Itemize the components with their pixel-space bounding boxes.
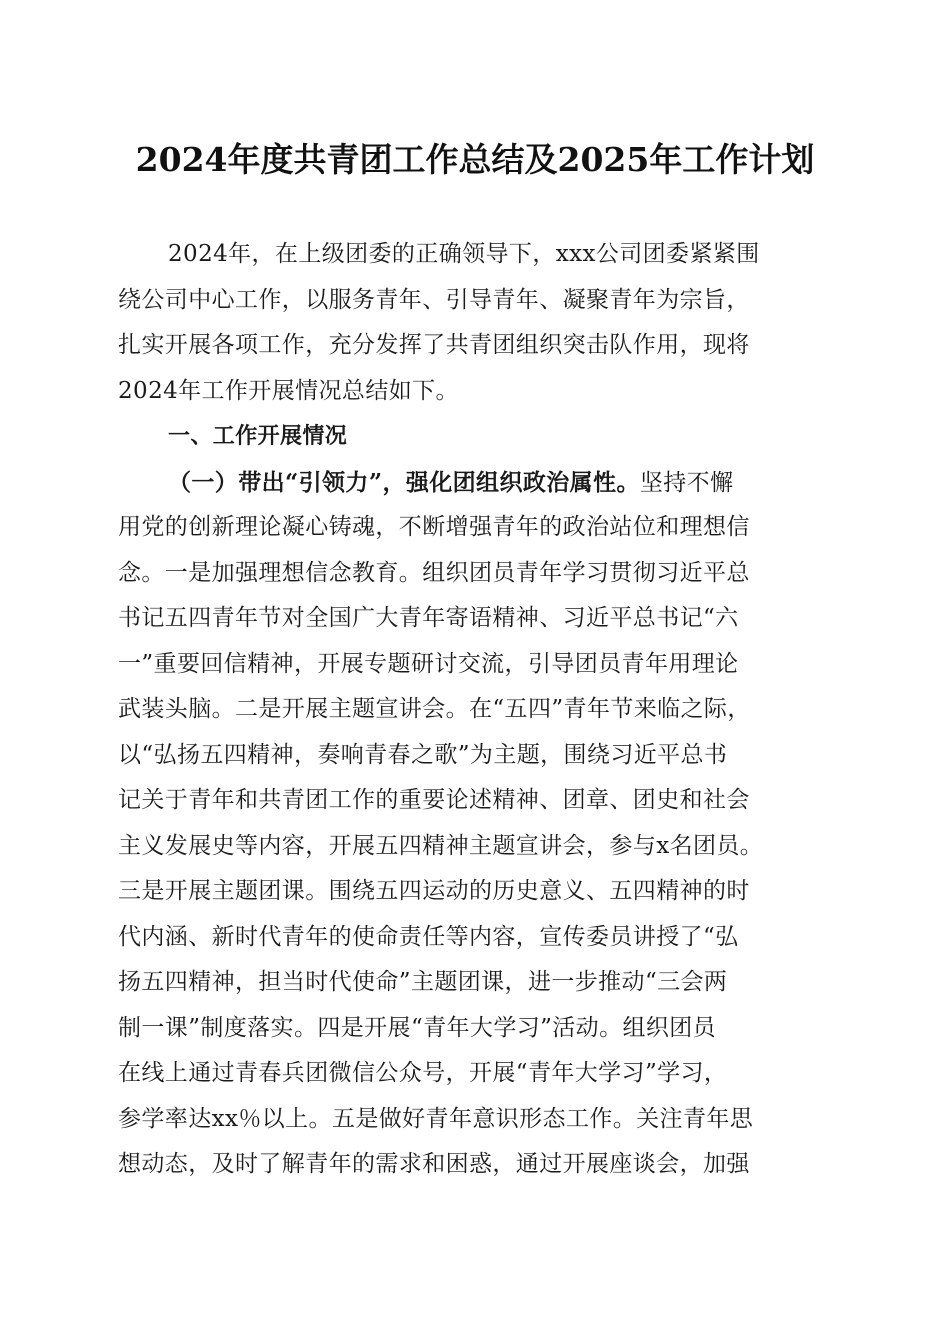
paragraph-line: 2024年，在上级团委的正确领导下，xxx公司团委紧紧围 xyxy=(168,241,760,267)
paragraph-line: 2024年工作开展情况总结如下。 xyxy=(118,377,459,404)
paragraph-line: 想动态，及时了解青年的需求和困惑，通过开展座谈会，加强 xyxy=(118,1151,750,1177)
paragraph-line: 念。一是加强理想信念教育。组织团员青年学习贯彻习近平总 xyxy=(118,559,750,586)
paragraph-line: 扎实开展各项工作，充分发挥了共青团组织突击队作用，现将 xyxy=(118,332,750,358)
paragraph-line: 绕公司中心工作，以服务青年、引导青年、凝聚青年为宗旨， xyxy=(118,286,750,313)
paragraph-line: 用党的创新理论凝心铸魂，不断增强青年的政治站位和理想信 xyxy=(118,514,750,540)
document-title: 2024年度共青团工作总结及2025年工作计划 xyxy=(135,140,815,179)
paragraph-line: 一”重要回信精神，开展专题研讨交流，引导团员青年用理论 xyxy=(118,650,739,677)
paragraph-line: 参学率达xx％以上。五是做好青年意识形态工作。关注青年思 xyxy=(118,1105,754,1132)
document-body xyxy=(118,232,836,1188)
paragraph-line: 制一课”制度落实。四是开展“青年大学习”活动。组织团员 xyxy=(118,1014,717,1041)
paragraph-line: 武装头脑。二是开展主题宣讲会。在“五四”青年节来临之际， xyxy=(118,696,751,722)
paragraph-line xyxy=(118,460,836,506)
paragraph-line: 记关于青年和共青团工作的重要论述精神、团章、团史和社会 xyxy=(118,787,750,813)
paragraph-line: 扬五四精神，担当时代使命”主题团课，进一步推动“三会两 xyxy=(118,969,728,995)
subsection-heading: （一）带出“引领力”，强化团组织政治属性。 xyxy=(168,468,640,496)
paragraph-line: 书记五四青年节对全国广大青年寄语精神、习近平总书记“六 xyxy=(118,605,739,631)
paragraph-line: 代内涵、新时代青年的使命责任等内容，宣传委员讲授了“弘 xyxy=(118,923,739,950)
paragraph-text: 坚持不懈 xyxy=(639,469,734,496)
paragraph-line: 三是开展主题团课。围绕五四运动的历史意义、五四精神的时 xyxy=(118,878,750,904)
paragraph-line: 以“弘扬五四精神，奏响青春之歌”为主题，围绕习近平总书 xyxy=(118,741,728,768)
paragraph-line: 主义发展史等内容，开展五四精神主题宣讲会，参与x名团员。 xyxy=(118,832,764,859)
section-heading: 一、工作开展情况 xyxy=(168,424,348,449)
paragraph-line: 在线上通过青春兵团微信公众号，开展“青年大学习”学习， xyxy=(118,1060,728,1086)
